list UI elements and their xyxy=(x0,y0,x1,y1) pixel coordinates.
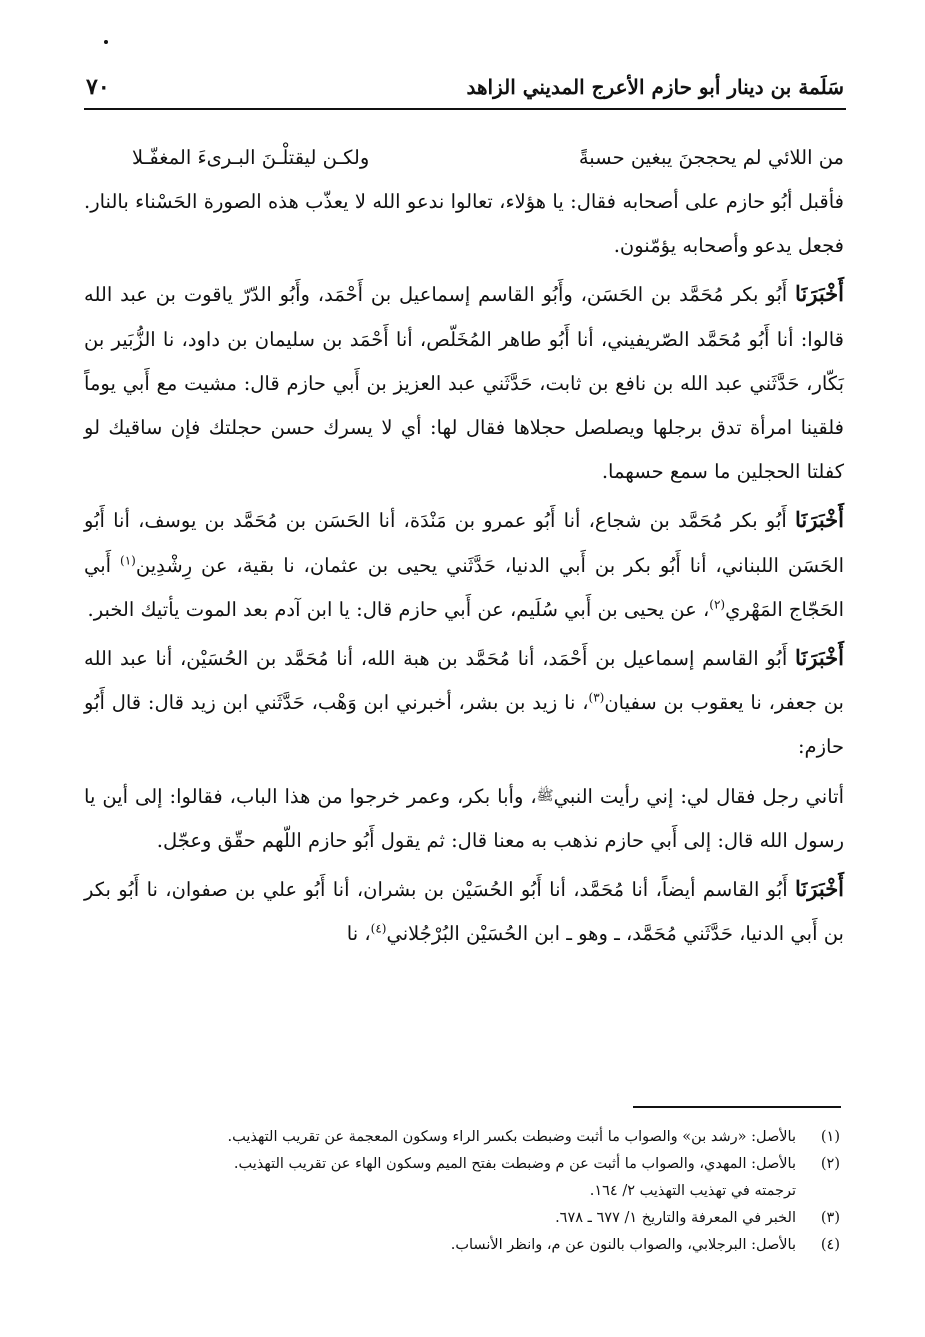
paragraph-2 xyxy=(84,272,844,494)
paragraph-6-text-b: ، نا xyxy=(346,922,371,946)
paragraph-3-text-a: أَبُو بكر مُحَمَّد بن شجاع، أنا أَبُو عمرو بن مَنْدَة، أنا الحَسَن بن مُحَمَّد بن يوسف، أنا أَبُو الحَسَن اللبناني، أنا أَبُو بكر بن أَبي الدنيا، حَدَّثَني يحيى بن عثمان، نا بقية، عن رِشْدِين xyxy=(84,509,845,577)
verse-left-hemistich: ولكـن ليقتلْـنَ البـرىءَ المغفّـلا xyxy=(132,146,370,169)
isnad-lead-word: أَخْبَرَنَا xyxy=(795,281,844,307)
paragraph-1-text: فأقبل أبُو حازم على أصحابه فقال: يا هؤلاء، تعالوا ندعو الله لا يعذّب هذه الصورة الحَسْناء بالنار. فجعل يدعو وأصحابه يؤمّنون. xyxy=(84,190,844,258)
page-header xyxy=(86,72,844,102)
page-number: ٧٠ xyxy=(86,74,110,100)
paragraph-4 xyxy=(84,636,844,770)
footnote-number: (٣) xyxy=(820,1210,840,1226)
footnote-1 xyxy=(84,1124,840,1151)
isnad-lead-word: أَخْبَرَنَا xyxy=(795,876,845,902)
footnote-3 xyxy=(84,1205,840,1232)
paragraph-6-text-a: أَبُو القاسم أيضاً، أنا مُحَمَّد، أنا أَبُو الحُسَيْن بن بشران، أنا أَبُو علي بن صفوان، نا أَبُو بكر بن أَبي الدنيا، حَدَّثَني مُحَمَّد، ـ وهو ـ ابن الحُسَيْن البُرْجُلاني xyxy=(84,878,844,946)
footnote-number: (٢) xyxy=(820,1156,840,1172)
paragraph-5 xyxy=(84,774,844,863)
paragraph-4-text-b: ، نا زيد بن بشر، أخبرني ابن وَهْب، حَدَّثَني ابن زيد قال: قال أَبُو حازم: xyxy=(84,691,844,759)
footnote-2 xyxy=(84,1151,840,1178)
footnote-ref-4[interactable]: (٤) xyxy=(370,921,387,936)
footnote-ref-3[interactable]: (٣) xyxy=(588,690,605,705)
paragraph-3 xyxy=(84,498,844,632)
isnad-lead-word: أَخْبَرَنَا xyxy=(795,645,844,671)
header-rule xyxy=(84,108,846,110)
running-title: سَلَمة بن دينار أبو حازم الأعرج المديني الزاهد xyxy=(466,75,844,99)
footnote-separator xyxy=(633,1106,841,1108)
footnotes xyxy=(84,1124,840,1259)
footnote-ref-2[interactable]: (٢) xyxy=(709,597,726,612)
paragraph-1 xyxy=(84,180,844,268)
footnote-text: الخبر في المعرفة والتاريخ ١/ ٦٧٧ ـ ٦٧٨. xyxy=(555,1210,796,1226)
paragraph-4-text-a: أَبُو القاسم إسماعيل بن أَحْمَد، أنا مُحَمَّد بن هبة الله، أنا مُحَمَّد بن الحُسَيْن، أنا عبد الله بن جعفر، نا يعقوب بن سفيان xyxy=(84,647,844,715)
pbuh-symbol: ﷺ xyxy=(536,787,554,804)
poetry-verse xyxy=(84,136,844,180)
footnote-2-continuation: ترجمته في تهذيب التهذيب ٢/ ١٦٤. xyxy=(589,1183,796,1199)
footnote-4 xyxy=(84,1232,840,1259)
paragraph-3-text-b: أَبي الحَجّاج المَهْري xyxy=(84,553,844,621)
footnote-text: بالأصل: المهدي، والصواب ما أثبت عن م وضبطت بفتح الميم وسكون الهاء عن تقريب التهذيب. xyxy=(233,1156,796,1172)
footnote-number: (١) xyxy=(820,1129,840,1145)
footnote-ref-1[interactable]: (١) xyxy=(120,553,136,568)
main-text xyxy=(84,136,844,956)
paragraph-5-text-a: أتاني رجل فقال لي: إني رأيت النبي xyxy=(553,784,844,808)
isnad-lead-word: أَخْبَرَنَا xyxy=(795,507,844,533)
paragraph-5-text-b: ، وأبا بكر، وعمر خرجوا من هذا الباب، فقالوا: إلى أين يا رسول الله قال: إلى أَبي حازم نذهب به معنا قال: ثم يقول أَبُو حازم اللّهم حقّق وعجّل. xyxy=(84,784,844,852)
paragraph-6 xyxy=(84,867,844,956)
footnote-text: بالأصل: البرجلابي، والصواب بالنون عن م، وانظر الأنساب. xyxy=(450,1237,796,1253)
ink-speck xyxy=(104,40,108,44)
paragraph-3-text-c: ، عن يحيى بن أَبي سُلَيم، عن أَبي حازم قال: يا ابن آدم بعد الموت يأتيك الخبر. xyxy=(87,597,710,621)
footnote-text: بالأصل: «رشد بن» والصواب ما أثبت وضبطت بكسر الراء وسكون المعجمة عن تقريب التهذيب. xyxy=(227,1129,796,1145)
verse-right-hemistich: من اللائي لم يحججنَ يبغين حسبةً xyxy=(578,146,844,169)
footnote-number: (٤) xyxy=(820,1237,840,1253)
paragraph-2-text: أَبُو بكر مُحَمَّد بن الحَسَن، وأَبُو القاسم إسماعيل بن أَحْمَد، وأَبُو الدّرّ ياقوت بن عبد الله قالوا: أنا أَبُو مُحَمَّد الصّريفيني، أنا أَبُو طاهر المُخَلّص، أنا أَحْمَد بن سليمان بن داود، نا الزُّبَير بن بَكّار، حَدَّثَني عبد الله بن نافع بن ثابت، حَدَّثَني عبد العزيز بن أَبي حازم قال: مشيت مع أَبي يوماً فلقينا امرأة تدق برجلها ويصلصل حجلاها فقال لها: أي لا يسرك حسن حجلتك فإن ساقيك لو كفلتا الحجلين ما سمع حسهما. xyxy=(84,283,844,484)
